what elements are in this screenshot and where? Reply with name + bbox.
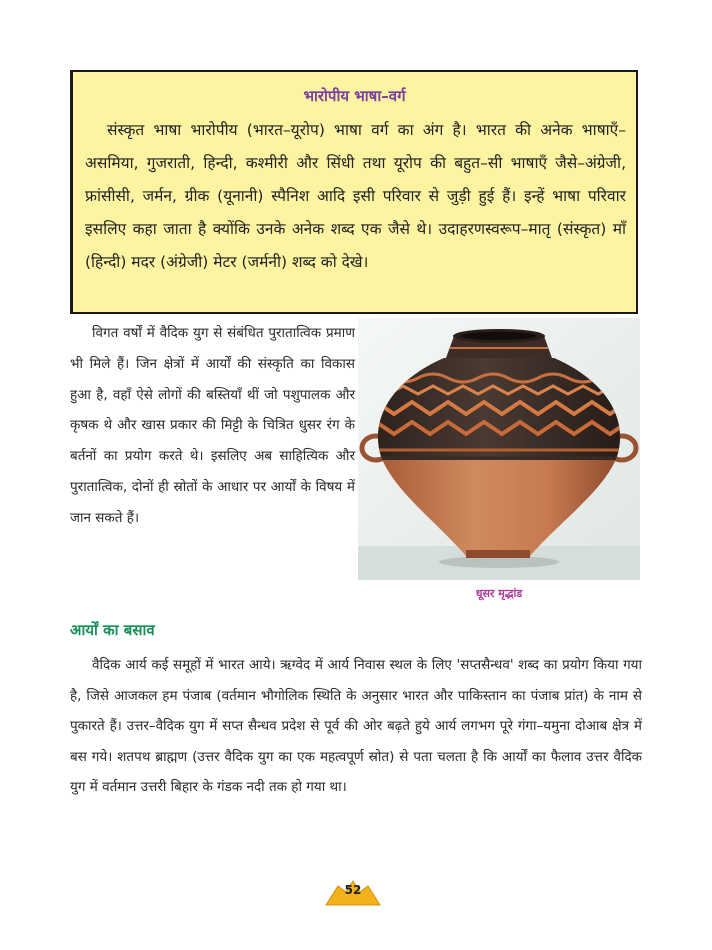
- paragraph-archaeology-text: विगत वर्षों में वैदिक युग से संबंधित पुरातात्विक प्रमाण भी मिले हैं। जिन क्षेत्रों में आर्यों की संस्कृति का विकास हुआ है, वहाँ ऐसे लोगों की बस्तियाँ थीं जो पशुपालक और कृषक थे और खास प्रकार की मिट्टी के चित्रित धुसर रंग के बर्तनों का प्रयोग करते थे। इसलिए अब साहित्यिक और पुरातात्विक, दोनों ही स्रोतों के आधार पर आर्यों के विषय में जान सकते हैं।: [70, 325, 355, 526]
- info-box-title: भारोपीय भाषा–वर्ग: [303, 87, 406, 105]
- page-number: 52: [344, 883, 362, 897]
- figure-caption: धूसर मृद्भांड: [475, 587, 523, 600]
- paragraph-settlement-text: वैदिक आर्य कई समूहों में भारत आये। ऋग्वेद में आर्य निवास स्थल के लिए 'सप्तसैन्धव' शब्द का प्रयोग किया गया है, जिसे आजकल हम पंजाब (वर्तमान भौगोलिक स्थिति के अनुसार भारत और पाकिस्तान का पंजाब प्रांत) के नाम से पुकारते हैं। उत्तर–वैदिक युग में सप्त सैन्धव प्रदेश से पूर्व की ओर बढ़ते हुये आर्य लगभग पूरे गंगा–यमुना दोआब क्षेत्र में बस गये। शतपथ ब्राह्मण (उत्तर वैदिक युग का एक महत्वपूर्ण स्रोत) से पता चलता है कि आर्यों का फैलाव उत्तर वैदिक युग में वर्तमान उत्तरी बिहार के गंडक नदी तक हो गया था।: [70, 657, 642, 796]
- info-box-body: संस्कृत भाषा भारोपीय (भारत–यूरोप) भाषा वर्ग का अंग है। भारत की अनेक भाषाएँ–असमिया, गुजराती, हिन्दी, कश्मीरी और सिंधी तथा यूरोप की बहुत–सी भाषाएँ जैसे–अंग्रेजी, फ्रांसीसी, जर्मन, ग्रीक (यूनानी) स्पैनिश आदि इसी परिवार से जुड़ी हुई हैं। इन्हें भाषा परिवार इसलिए कहा जाता है क्योंकि उनके अनेक शब्द एक जैसे थे। उदाहरणस्वरूप–मातृ (संस्कृत) माँ (हिन्दी) मदर (अंग्रेजी) मेटर (जर्मनी) शब्द को देखे।: [85, 121, 626, 271]
- painted-grey-ware-pot-image: [358, 318, 640, 580]
- paragraph-settlement: [70, 650, 642, 803]
- pottery-photo: [358, 318, 640, 580]
- info-box-text: [85, 114, 626, 279]
- section-heading: आर्यों का बसाव: [70, 621, 155, 639]
- paragraph-archaeology: [70, 318, 355, 534]
- info-box: [70, 70, 638, 314]
